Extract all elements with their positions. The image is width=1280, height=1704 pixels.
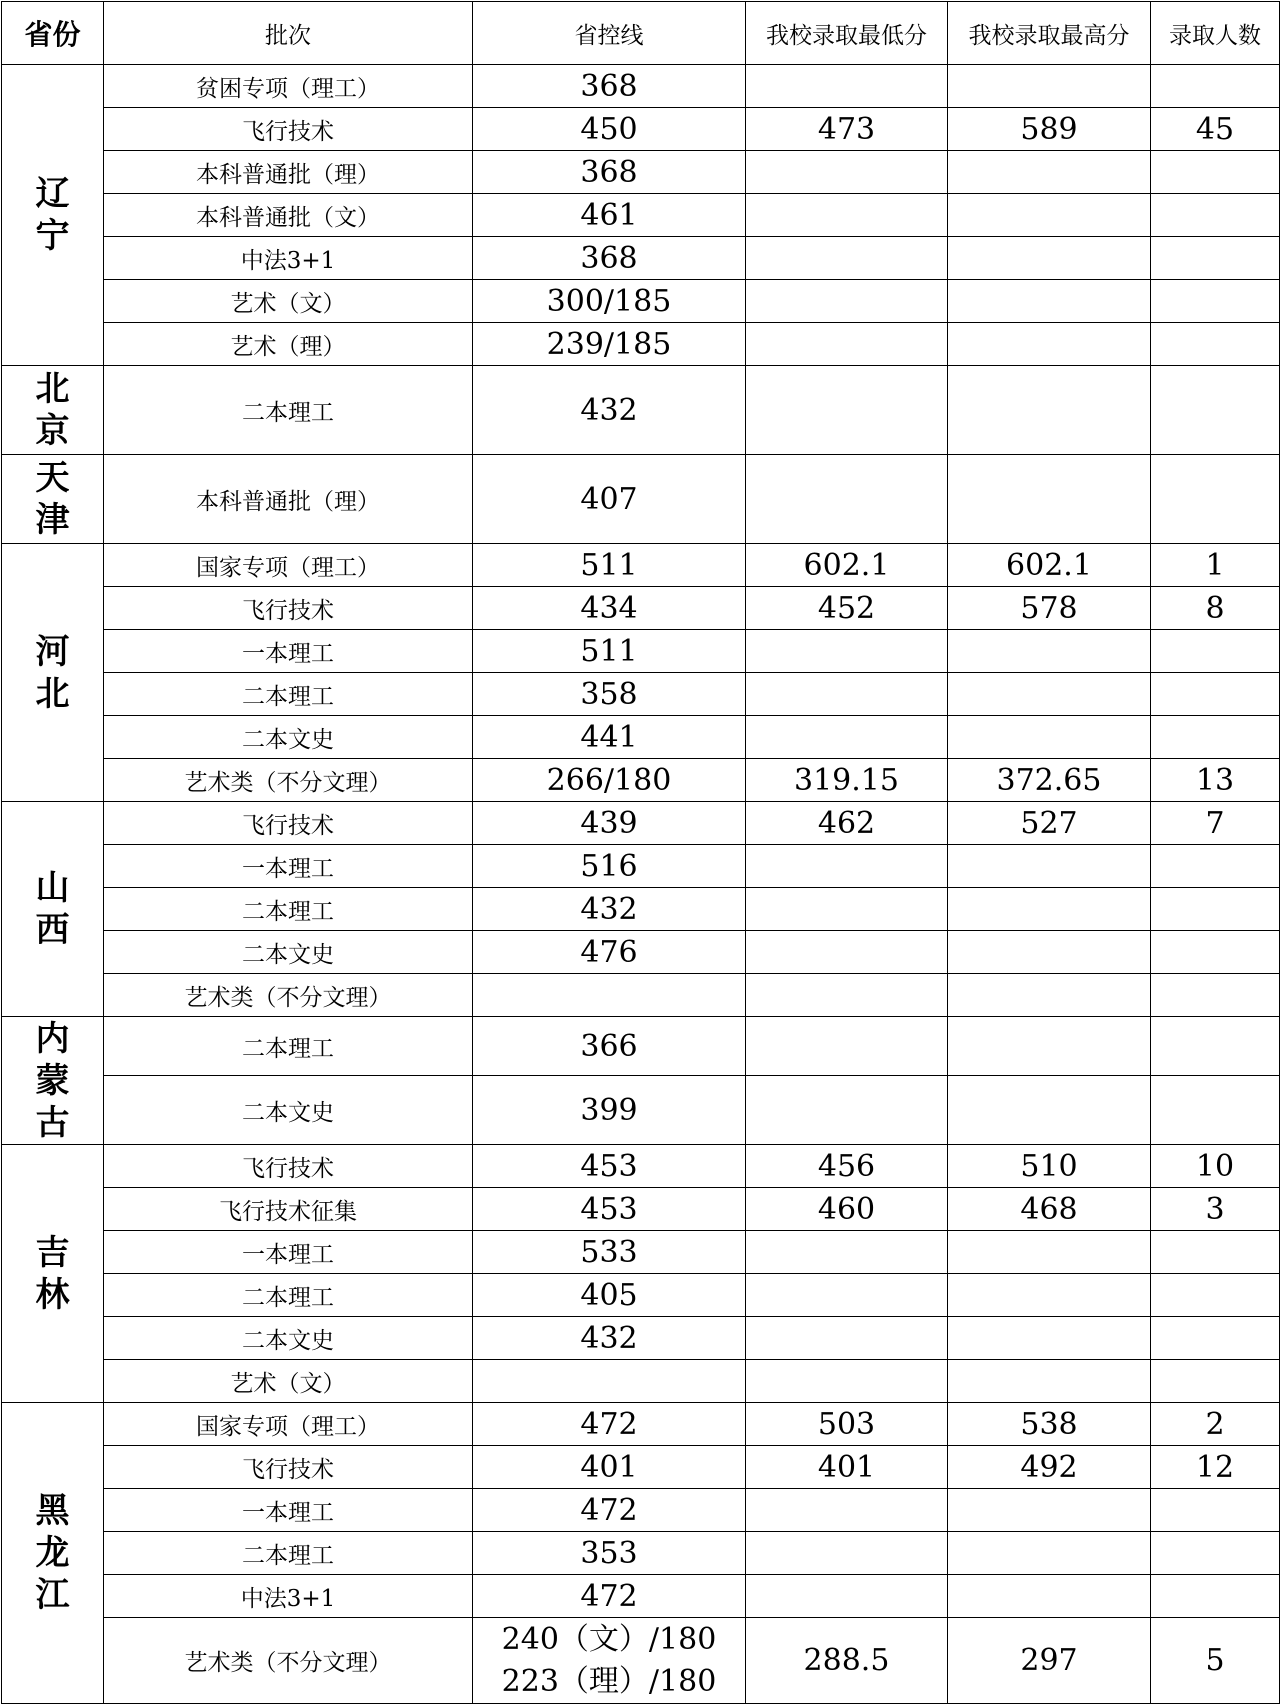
max-score-cell — [948, 1317, 1151, 1360]
count-cell — [1151, 716, 1280, 759]
count-cell — [1151, 673, 1280, 716]
min-score-cell — [746, 65, 948, 108]
batch-cell: 二本理工 — [104, 1532, 473, 1575]
table-row — [2, 455, 1280, 544]
min-score-cell — [746, 1360, 948, 1403]
min-score-cell: 319.15 — [746, 759, 948, 802]
max-score-cell — [948, 974, 1151, 1017]
batch-cell: 国家专项（理工） — [104, 1403, 473, 1446]
max-score-cell — [948, 237, 1151, 280]
min-score-cell: 473 — [746, 108, 948, 151]
table-row — [2, 1145, 1280, 1188]
max-score-cell: 527 — [948, 802, 1151, 845]
min-score-cell: 503 — [746, 1403, 948, 1446]
control-line-cell: 432 — [473, 888, 746, 931]
control-line-cell: 432 — [473, 366, 746, 455]
header-min-score: 我校录取最低分 — [746, 2, 948, 65]
control-line-cell: 300/185 — [473, 280, 746, 323]
count-cell — [1151, 1076, 1280, 1145]
control-line-cell: 239/185 — [473, 323, 746, 366]
max-score-cell — [948, 1360, 1151, 1403]
min-score-cell — [746, 280, 948, 323]
max-score-cell — [948, 366, 1151, 455]
min-score-cell — [746, 323, 948, 366]
control-line-cell — [473, 974, 746, 1017]
batch-cell: 一本理工 — [104, 1489, 473, 1532]
count-cell — [1151, 323, 1280, 366]
table-row — [2, 151, 1280, 194]
control-line-cell: 472 — [473, 1489, 746, 1532]
table-row — [2, 1076, 1280, 1145]
min-score-cell — [746, 888, 948, 931]
count-cell — [1151, 151, 1280, 194]
max-score-cell — [948, 1076, 1151, 1145]
batch-cell: 飞行技术 — [104, 108, 473, 151]
count-cell — [1151, 1360, 1280, 1403]
control-line-cell: 461 — [473, 194, 746, 237]
min-score-cell: 288.5 — [746, 1618, 948, 1704]
min-score-cell — [746, 455, 948, 544]
batch-cell: 艺术（文） — [104, 280, 473, 323]
min-score-cell — [746, 1017, 948, 1076]
batch-cell: 一本理工 — [104, 845, 473, 888]
control-line-cell: 432 — [473, 1317, 746, 1360]
max-score-cell: 589 — [948, 108, 1151, 151]
min-score-cell — [746, 845, 948, 888]
count-cell — [1151, 280, 1280, 323]
max-score-cell — [948, 716, 1151, 759]
count-cell — [1151, 1017, 1280, 1076]
table-row — [2, 323, 1280, 366]
province-cell: 河 北 — [2, 544, 104, 802]
control-line-cell: 434 — [473, 587, 746, 630]
control-line-cell: 405 — [473, 1274, 746, 1317]
control-line-cell: 368 — [473, 65, 746, 108]
max-score-cell — [948, 1575, 1151, 1618]
control-line-cell: 407 — [473, 455, 746, 544]
batch-cell: 中法3+1 — [104, 237, 473, 280]
batch-cell: 本科普通批（理） — [104, 455, 473, 544]
table-row — [2, 1575, 1280, 1618]
table-row — [2, 1274, 1280, 1317]
batch-cell: 中法3+1 — [104, 1575, 473, 1618]
table-row — [2, 108, 1280, 151]
batch-cell: 本科普通批（理） — [104, 151, 473, 194]
table-row — [2, 1532, 1280, 1575]
max-score-cell — [948, 1274, 1151, 1317]
table-row — [2, 1446, 1280, 1489]
table-row — [2, 280, 1280, 323]
table-row — [2, 716, 1280, 759]
header-row — [2, 2, 1280, 65]
table-row — [2, 1231, 1280, 1274]
count-cell — [1151, 455, 1280, 544]
control-line-cell: 366 — [473, 1017, 746, 1076]
min-score-cell — [746, 974, 948, 1017]
control-line-cell: 399 — [473, 1076, 746, 1145]
min-score-cell: 401 — [746, 1446, 948, 1489]
max-score-cell: 297 — [948, 1618, 1151, 1704]
count-cell — [1151, 366, 1280, 455]
max-score-cell — [948, 194, 1151, 237]
max-score-cell — [948, 280, 1151, 323]
batch-cell: 二本文史 — [104, 1317, 473, 1360]
count-cell — [1151, 1231, 1280, 1274]
table-row — [2, 194, 1280, 237]
count-cell — [1151, 1489, 1280, 1532]
batch-cell: 二本理工 — [104, 366, 473, 455]
batch-cell: 二本文史 — [104, 1076, 473, 1145]
header-count: 录取人数 — [1151, 2, 1280, 65]
min-score-cell — [746, 1489, 948, 1532]
max-score-cell — [948, 1532, 1151, 1575]
header-max-score: 我校录取最高分 — [948, 2, 1151, 65]
min-score-cell — [746, 931, 948, 974]
province-cell: 内 蒙 古 — [2, 1017, 104, 1145]
min-score-cell: 462 — [746, 802, 948, 845]
table-row — [2, 237, 1280, 280]
count-cell: 8 — [1151, 587, 1280, 630]
batch-cell: 艺术类（不分文理） — [104, 974, 473, 1017]
table-row — [2, 65, 1280, 108]
province-cell: 北 京 — [2, 366, 104, 455]
table-row — [2, 974, 1280, 1017]
batch-cell: 艺术类（不分文理） — [104, 1618, 473, 1704]
max-score-cell: 510 — [948, 1145, 1151, 1188]
table-row — [2, 1017, 1280, 1076]
batch-cell: 二本文史 — [104, 716, 473, 759]
table-row — [2, 1489, 1280, 1532]
count-cell — [1151, 630, 1280, 673]
count-cell: 12 — [1151, 1446, 1280, 1489]
min-score-cell — [746, 237, 948, 280]
max-score-cell: 578 — [948, 587, 1151, 630]
count-cell: 7 — [1151, 802, 1280, 845]
count-cell — [1151, 974, 1280, 1017]
control-line-cell: 472 — [473, 1403, 746, 1446]
max-score-cell — [948, 931, 1151, 974]
max-score-cell — [948, 323, 1151, 366]
min-score-cell: 456 — [746, 1145, 948, 1188]
table-row — [2, 1360, 1280, 1403]
max-score-cell — [948, 630, 1151, 673]
control-line-cell: 453 — [473, 1188, 746, 1231]
control-line-cell: 476 — [473, 931, 746, 974]
table-row — [2, 1403, 1280, 1446]
table-row — [2, 1618, 1280, 1704]
control-line-cell: 472 — [473, 1575, 746, 1618]
control-line-cell: 266/180 — [473, 759, 746, 802]
count-cell: 10 — [1151, 1145, 1280, 1188]
count-cell — [1151, 1274, 1280, 1317]
batch-cell: 二本文史 — [104, 931, 473, 974]
count-cell: 1 — [1151, 544, 1280, 587]
table-row — [2, 587, 1280, 630]
batch-cell: 飞行技术 — [104, 1446, 473, 1489]
min-score-cell — [746, 194, 948, 237]
batch-cell: 艺术（文） — [104, 1360, 473, 1403]
count-cell — [1151, 888, 1280, 931]
control-line-cell: 511 — [473, 630, 746, 673]
province-cell: 吉 林 — [2, 1145, 104, 1403]
batch-cell: 二本理工 — [104, 1274, 473, 1317]
province-cell: 黑 龙 江 — [2, 1403, 104, 1704]
control-line-cell: 240（文）/180 223（理）/180 — [473, 1618, 746, 1704]
table-row — [2, 630, 1280, 673]
max-score-cell: 602.1 — [948, 544, 1151, 587]
max-score-cell — [948, 1017, 1151, 1076]
batch-cell: 国家专项（理工） — [104, 544, 473, 587]
min-score-cell — [746, 1575, 948, 1618]
max-score-cell: 468 — [948, 1188, 1151, 1231]
batch-cell: 一本理工 — [104, 630, 473, 673]
table-row — [2, 888, 1280, 931]
batch-cell: 飞行技术征集 — [104, 1188, 473, 1231]
table-row — [2, 845, 1280, 888]
max-score-cell — [948, 845, 1151, 888]
count-cell: 2 — [1151, 1403, 1280, 1446]
batch-cell: 飞行技术 — [104, 587, 473, 630]
batch-cell: 飞行技术 — [104, 802, 473, 845]
batch-cell: 本科普通批（文） — [104, 194, 473, 237]
header-province: 省份 — [2, 2, 104, 65]
max-score-cell: 492 — [948, 1446, 1151, 1489]
control-line-cell: 353 — [473, 1532, 746, 1575]
count-cell: 3 — [1151, 1188, 1280, 1231]
table-row — [2, 1188, 1280, 1231]
control-line-cell: 533 — [473, 1231, 746, 1274]
control-line-cell: 439 — [473, 802, 746, 845]
max-score-cell: 538 — [948, 1403, 1151, 1446]
min-score-cell: 602.1 — [746, 544, 948, 587]
count-cell — [1151, 1575, 1280, 1618]
max-score-cell — [948, 1489, 1151, 1532]
table-row — [2, 1317, 1280, 1360]
count-cell — [1151, 237, 1280, 280]
control-line-cell: 368 — [473, 151, 746, 194]
batch-cell: 二本理工 — [104, 673, 473, 716]
max-score-cell — [948, 888, 1151, 931]
min-score-cell — [746, 1274, 948, 1317]
min-score-cell — [746, 151, 948, 194]
table-row — [2, 366, 1280, 455]
table-row — [2, 759, 1280, 802]
count-cell — [1151, 1532, 1280, 1575]
count-cell: 13 — [1151, 759, 1280, 802]
count-cell: 5 — [1151, 1618, 1280, 1704]
min-score-cell — [746, 673, 948, 716]
min-score-cell — [746, 1317, 948, 1360]
control-line-cell: 511 — [473, 544, 746, 587]
table-row — [2, 802, 1280, 845]
admission-score-table — [1, 1, 1280, 1704]
count-cell — [1151, 845, 1280, 888]
max-score-cell — [948, 673, 1151, 716]
control-line-cell: 358 — [473, 673, 746, 716]
batch-cell: 二本理工 — [104, 1017, 473, 1076]
max-score-cell — [948, 455, 1151, 544]
batch-cell: 艺术（理） — [104, 323, 473, 366]
batch-cell: 艺术类（不分文理） — [104, 759, 473, 802]
control-line-cell: 401 — [473, 1446, 746, 1489]
min-score-cell — [746, 1076, 948, 1145]
min-score-cell: 452 — [746, 587, 948, 630]
min-score-cell — [746, 366, 948, 455]
count-cell — [1151, 1317, 1280, 1360]
batch-cell: 飞行技术 — [104, 1145, 473, 1188]
count-cell — [1151, 931, 1280, 974]
count-cell — [1151, 194, 1280, 237]
batch-cell: 一本理工 — [104, 1231, 473, 1274]
province-cell: 山 西 — [2, 802, 104, 1017]
table-row — [2, 544, 1280, 587]
max-score-cell: 372.65 — [948, 759, 1151, 802]
control-line-cell — [473, 1360, 746, 1403]
control-line-cell: 441 — [473, 716, 746, 759]
count-cell — [1151, 65, 1280, 108]
min-score-cell — [746, 1231, 948, 1274]
control-line-cell: 450 — [473, 108, 746, 151]
max-score-cell — [948, 151, 1151, 194]
max-score-cell — [948, 1231, 1151, 1274]
min-score-cell — [746, 716, 948, 759]
control-line-cell: 453 — [473, 1145, 746, 1188]
table-row — [2, 673, 1280, 716]
count-cell: 45 — [1151, 108, 1280, 151]
header-batch: 批次 — [104, 2, 473, 65]
control-line-cell: 516 — [473, 845, 746, 888]
header-control-line: 省控线 — [473, 2, 746, 65]
province-cell: 天 津 — [2, 455, 104, 544]
min-score-cell — [746, 1532, 948, 1575]
province-cell: 辽 宁 — [2, 65, 104, 366]
batch-cell: 贫困专项（理工） — [104, 65, 473, 108]
control-line-cell: 368 — [473, 237, 746, 280]
min-score-cell: 460 — [746, 1188, 948, 1231]
batch-cell: 二本理工 — [104, 888, 473, 931]
min-score-cell — [746, 630, 948, 673]
max-score-cell — [948, 65, 1151, 108]
table-row — [2, 931, 1280, 974]
